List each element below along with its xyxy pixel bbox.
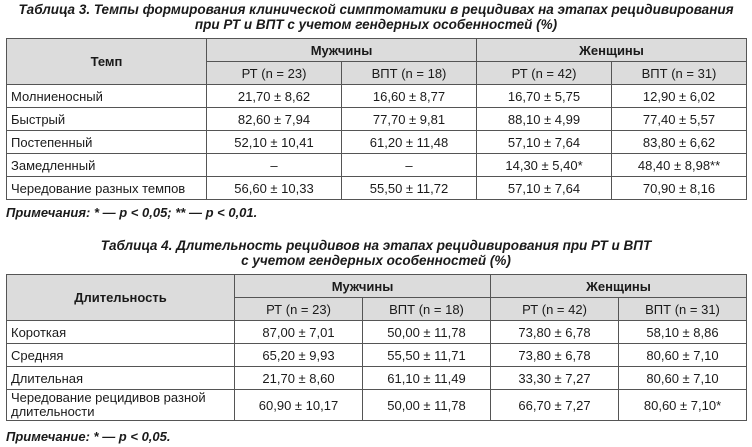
cell-value: 50,00 ± 11,78 [363,321,491,344]
table4-row-header: Длительность [7,275,235,321]
table4-group-women: Женщины [491,275,747,298]
cell-value: 56,60 ± 10,33 [207,177,342,200]
cell-value: 80,60 ± 7,10 [619,367,747,390]
row-label: Короткая [7,321,235,344]
cell-value: 66,70 ± 7,27 [491,390,619,421]
cell-value: 60,90 ± 10,17 [235,390,363,421]
cell-value: 77,40 ± 5,57 [612,108,747,131]
cell-value: 70,90 ± 8,16 [612,177,747,200]
row-label: Молниеносный [7,85,207,108]
row-label: Постепенный [7,131,207,154]
table3-subheader: ВПТ (n = 31) [612,62,747,85]
table3-note: Примечания: * — p < 0,05; ** — p < 0,01. [6,205,258,220]
table3-subheader: РТ (n = 42) [477,62,612,85]
table4-note: Примечание: * — p < 0,05. [6,429,171,444]
table3-subheader: ВПТ (n = 18) [342,62,477,85]
table4-group-men: Мужчины [235,275,491,298]
table4-subheader: ВПТ (n = 31) [619,298,747,321]
cell-value: – [207,154,342,177]
cell-value: 21,70 ± 8,62 [207,85,342,108]
table-row [7,154,747,177]
table-row [7,390,747,421]
table4-caption [0,238,752,268]
table4 [6,274,747,421]
table4-caption-line1: Таблица 4. Длительность рецидивов на этапах рецидивирования при РТ и ВПТ [100,238,652,253]
cell-value: 14,30 ± 5,40* [477,154,612,177]
table3-caption [0,2,752,32]
table-row [7,344,747,367]
table4-subheader: ВПТ (n = 18) [363,298,491,321]
cell-value: 16,60 ± 8,77 [342,85,477,108]
cell-value: 73,80 ± 6,78 [491,321,619,344]
row-label: Чередование рецидивов разной длительности [7,390,235,421]
table4-subheader: РТ (n = 23) [235,298,363,321]
cell-value: 61,20 ± 11,48 [342,131,477,154]
cell-value: 16,70 ± 5,75 [477,85,612,108]
cell-value: 55,50 ± 11,71 [363,344,491,367]
cell-value: 57,10 ± 7,64 [477,131,612,154]
cell-value: 52,10 ± 10,41 [207,131,342,154]
cell-value: 21,70 ± 8,60 [235,367,363,390]
row-label: Замедленный [7,154,207,177]
cell-value: – [342,154,477,177]
table-row [7,131,747,154]
row-label: Чередование разных темпов [7,177,207,200]
cell-value: 55,50 ± 11,72 [342,177,477,200]
table3-caption-line2: при РТ и ВПТ с учетом гендерных особенностей (%) [194,17,558,32]
table-row [7,321,747,344]
table3-caption-line1: Таблица 3. Темпы формирования клинической симптоматики в рецидивах на этапах рецидивирования [18,2,734,17]
cell-value: 82,60 ± 7,94 [207,108,342,131]
row-label: Средняя [7,344,235,367]
table4-subheader: РТ (n = 42) [491,298,619,321]
row-label: Быстрый [7,108,207,131]
cell-value: 50,00 ± 11,78 [363,390,491,421]
table-row [7,367,747,390]
table3-subheader: РТ (n = 23) [207,62,342,85]
cell-value: 33,30 ± 7,27 [491,367,619,390]
cell-value: 65,20 ± 9,93 [235,344,363,367]
table3-group-women: Женщины [477,39,747,62]
cell-value: 61,10 ± 11,49 [363,367,491,390]
cell-value: 48,40 ± 8,98** [612,154,747,177]
cell-value: 88,10 ± 4,99 [477,108,612,131]
cell-value: 77,70 ± 9,81 [342,108,477,131]
cell-value: 80,60 ± 7,10 [619,344,747,367]
table4-caption-line2: с учетом гендерных особенностей (%) [241,253,511,268]
cell-value: 12,90 ± 6,02 [612,85,747,108]
cell-value: 87,00 ± 7,01 [235,321,363,344]
table3-group-men: Мужчины [207,39,477,62]
cell-value: 73,80 ± 6,78 [491,344,619,367]
table-row [7,108,747,131]
row-label: Длительная [7,367,235,390]
cell-value: 83,80 ± 6,62 [612,131,747,154]
table3 [6,38,747,200]
table3-row-header: Темп [7,39,207,85]
cell-value: 80,60 ± 7,10* [619,390,747,421]
table-row [7,177,747,200]
cell-value: 58,10 ± 8,86 [619,321,747,344]
cell-value: 57,10 ± 7,64 [477,177,612,200]
table-row [7,85,747,108]
